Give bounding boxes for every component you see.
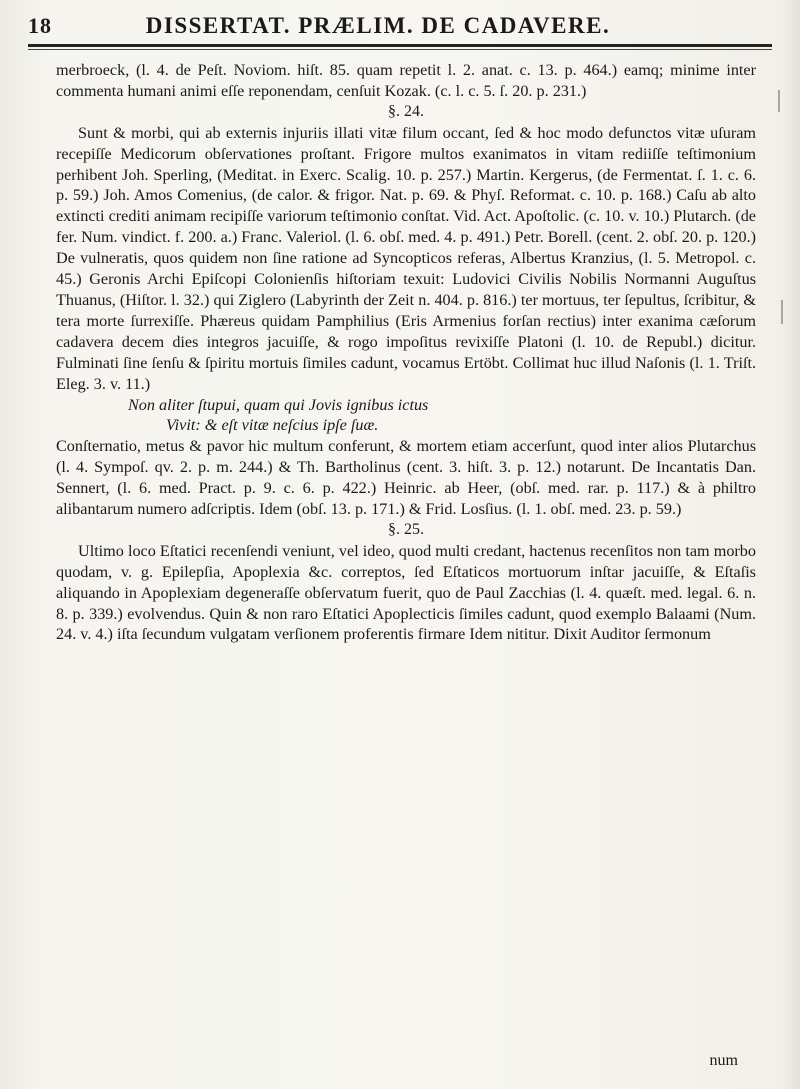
paragraph-1: merbroeck, (l. 4. de Peſt. Noviom. hiſt. 85. quam repetit l. 2. anat. c. 13. p. 464.) eamq; minime inter commenta humani animi eſſe reponendam, cenſuit Kozak. (c. l. c. 5. ſ. 20. p. 231.) bbox=[56, 61, 756, 100]
paragraph-4: Ultimo loco Eſtatici recenſendi veniunt, vel ideo, quod multi credant, hactenus recenſitos non tam morbo quodam, v. g. Epilepſia, Apoplexia &c. correptos, ſed Eſtaticos mortuorum inſtar jacuiſſe, & Eſtaſis aliquando in Apoplexiam degeneraſſe obſervatum fuerit, quo de Paul Zacchias (l. 4. quæſt. med. legal. 6. n. 8. p. 339.) evolvendus. Quin & non raro Eſtatici Apoplecticis ſimiles cadunt, quod exemplo Balaami (Num. 24. v. 4.) iſta ſecundum vulgatam verſionem proferentis firmare Idem nititur. Dixit Auditor ſermonum bbox=[56, 541, 756, 644]
paragraph-3: Conſternatio, metus & pavor hic multum conferunt, & mortem etiam accerſunt, quod inter alios Plutarchus (l. 4. Sympoſ. qv. 2. p. m. 244.) & Th. Bartholinus (cent. 3. hiſt. 3. p. 12.) notarunt. De Incantatis Dan. Sennert, (l. 6. med. Pract. p. 9. c. 6. p. 422.) Heinric. ab Heer, (obſ. med. rar. p. 117.) & à philtro alibantarum numero adſcriptis. Idem (obſ. 13. p. 171.) & Frid. Losſius. (l. 1. obſ. med. 23. p. 59.) bbox=[56, 437, 756, 519]
running-title: DISSERTAT. PRÆLIM. DE CADAVERE. bbox=[145, 13, 611, 38]
margin-mark bbox=[778, 90, 780, 112]
body-text bbox=[56, 60, 756, 645]
page-number: 18 bbox=[28, 13, 52, 38]
catchword: num bbox=[709, 1052, 738, 1069]
header-rule bbox=[28, 44, 772, 50]
section-heading-24: §. 24. bbox=[388, 102, 424, 120]
verse-line-2: Vivit: & eſt vitæ neſcius ipſe ſuæ. bbox=[166, 416, 379, 435]
verse-line-1: Non aliter ſtupui, quam qui Jovis ignibus ictus bbox=[128, 395, 429, 414]
page-header bbox=[28, 8, 764, 44]
paragraph-2: Sunt & morbi, qui ab externis injuriis illati vitæ filum occant, ſed & hoc modo defunctos vitæ uſuram recepiſſe Medicorum obſervationes proſtant. Frigore multos exanimatos in vitam rediiſſe teſtimonium perhibent Joh. Sperling, (Meditat. in Exerc. Scalig. 10. p. 257.) Martin. Kergerus, (de Fermentat. ſ. 1. c. 6. p. 59.) Joh. Amos Comenius, (de calor. & frigor. Nat. p. 69. & Phyſ. Reformat. c. 10. p. 168.) Caſu ab alto extincti crediti animam recipiſſe variorum teſtimonio conſtat. Vid. Act. Apoſtolic. (c. 10. v. 10.) Plutarch. (de fer. Num. vindict. f. 200. a.) Franc. Valeriol. (l. 6. obſ. med. 4. p. 491.) Petr. Borell. (cent. 2. obſ. 20. p. 120.) De vulneratis, quos quidem non ſine ratione ad Syncopticos referas, Albertus Kranzius, (l. 5. Metropol. c. 45.) Geronis Archi Epiſcopi Colonienſis hiſtoriam texuit: Ludovici Civilis Nobilis Normanni Auguſtus Thuanus, (Hiſtor. l. 32.) qui Ziglero (Labyrinth der Zeit n. 404. p. 816.) ter mortuus, ter ſepultus, ſcribitur, & tera morte ſurrexiſſe. Phæreus quidam Pamphilius (Eris Armenius forſan rectius) inter exanima cæſorum cadavera decem dies integros jacuiſſe, & rogo impoſitus revixiſſe Platoni (l. 10. de Republ.) dicitur. Fulminati ſine ſenſu & ſpiritu mortuis ſimiles cadunt, vocamus Ertöbt. Collimat huc illud Naſonis (l. 1. Triſt. Eleg. 3. v. 11.) bbox=[56, 123, 756, 393]
page-edge-shadow bbox=[782, 0, 800, 1089]
section-heading-25: §. 25. bbox=[388, 520, 424, 538]
